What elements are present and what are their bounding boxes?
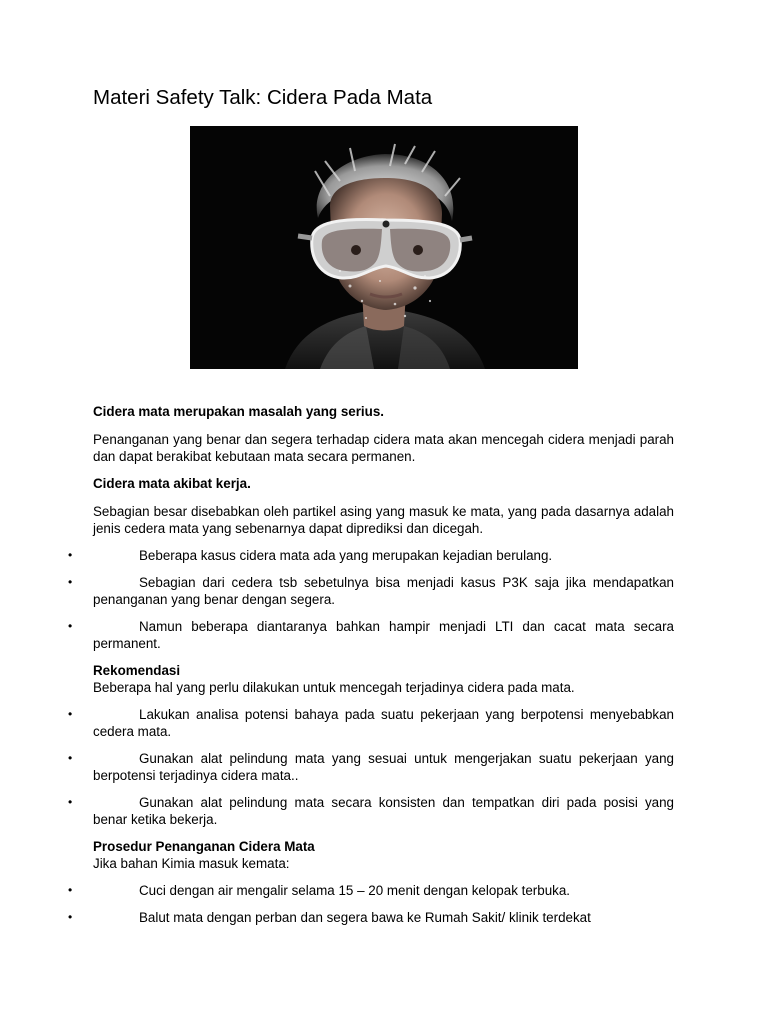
recommendation-bullet-list [68,706,674,828]
list-item [68,750,674,784]
bullet-icon: • [68,575,73,589]
procedure-paragraph: Jika bahan Kimia masuk kemata: [93,856,290,871]
person-with-safety-goggles-photo [190,126,578,369]
bullet-icon: • [68,619,73,633]
page-title: Materi Safety Talk: Cidera Pada Mata [93,86,433,109]
list-item [68,794,674,828]
intro-paragraph: Penanganan yang benar dan segera terhadap cidera mata akan mencegah cidera menjadi parah dan dapat berakibat kebutaan mata secara permanen. [93,432,674,464]
bullet-icon: • [68,883,73,897]
list-item-text: Gunakan alat pelindung mata yang sesuai untuk mengerjakan suatu pekerjaan yang berpotensi terjadinya cidera mata.. [93,751,674,783]
bullet-icon: • [68,548,73,562]
list-item [68,618,674,652]
list-item [68,574,674,608]
recommendation-heading: Rekomendasi [93,663,181,678]
list-item [68,547,674,564]
bullet-icon: • [68,795,73,809]
work-paragraph: Sebagian besar disebabkan oleh partikel asing yang masuk ke mata, yang pada dasarnya adalah jenis cedera mata yang sebenarnya dapat diprediksi dan dicegah. [93,504,674,536]
recommendation-paragraph: Beberapa hal yang perlu dilakukan untuk mencegah terjadinya cidera pada mata. [93,680,575,695]
list-item-text: Lakukan analisa potensi bahaya pada suatu pekerjaan yang berpotensi menyebabkan cedera mata. [93,707,674,739]
list-item-text: Namun beberapa diantaranya bahkan hampir menjadi LTI dan cacat mata secara permanent. [93,619,674,651]
list-item-text: Cuci dengan air mengalir selama 15 – 20 menit dengan kelopak terbuka. [139,883,570,898]
bullet-icon: • [68,751,73,765]
intro-heading: Cidera mata merupakan masalah yang serius. [93,404,385,419]
list-item-text: Balut mata dengan perban dan segera bawa ke Rumah Sakit/ klinik terdekat [139,910,591,925]
work-bullet-list [68,547,674,652]
list-item-text: Beberapa kasus cidera mata ada yang merupakan kejadian berulang. [139,548,553,563]
bullet-icon: • [68,910,73,924]
article-body [68,403,674,936]
photo-illustration [190,126,578,369]
list-item-text: Sebagian dari cedera tsb sebetulnya bisa menjadi kasus P3K saja jika mendapatkan penanganan yang benar dengan segera. [93,575,674,607]
list-item [68,882,674,899]
list-item-text: Gunakan alat pelindung mata secara konsisten dan tempatkan diri pada posisi yang benar ketika bekerja. [93,795,674,827]
list-item [68,706,674,740]
list-item [68,909,674,926]
procedure-bullet-list [68,882,674,926]
bullet-icon: • [68,707,73,721]
work-heading: Cidera mata akibat kerja. [93,476,251,491]
procedure-heading: Prosedur Penanganan Cidera Mata [93,839,315,854]
